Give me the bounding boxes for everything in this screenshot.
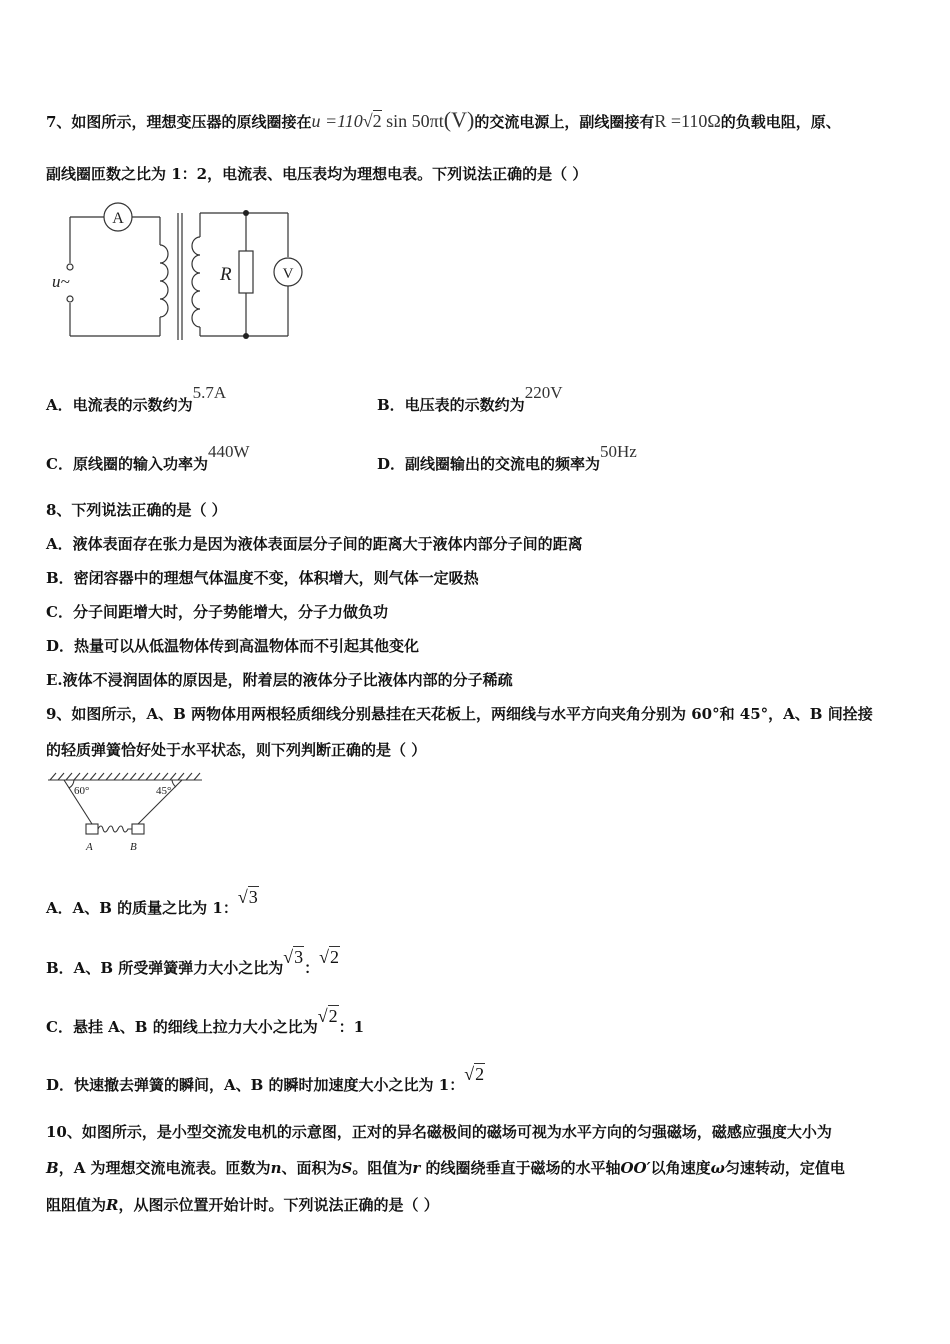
resistor-label: R bbox=[220, 264, 232, 285]
ammeter-label: A bbox=[112, 210, 124, 227]
q8-option-b[interactable]: B．密闭容器中的理想气体温度不变，体积增大，则气体一定吸热 bbox=[46, 569, 479, 587]
q9-option-c[interactable]: C．悬挂 A、B 的细线上拉力大小之比为√2：1 bbox=[46, 1006, 365, 1036]
q9-stem-line1: 9、如图所示，A、B 两物体用两根轻质细线分别悬挂在天花板上，两细线与水平方向夹角分别为 60°和 45°，A、B 间拴接 bbox=[46, 705, 873, 723]
q7-transformer-circuit bbox=[48, 195, 308, 345]
angle-60-label: 60° bbox=[74, 785, 90, 797]
q10-stem-line3: 阻阻值为R，从图示位置开始计时。下列说法正确的是（ ） bbox=[46, 1196, 439, 1214]
voltmeter-label: V bbox=[282, 266, 294, 282]
q7-formula-u: u =110√2 sin 50πt(V) bbox=[311, 107, 475, 132]
source-label: u~ bbox=[52, 272, 70, 291]
q7-option-b[interactable]: B．电压表的示数约为220V bbox=[377, 383, 563, 414]
q7-option-c[interactable]: C．原线圈的输入功率为440W bbox=[46, 442, 250, 473]
q9-option-b[interactable]: B．A、B 所受弹簧弹力大小之比为√3：√2 bbox=[46, 947, 340, 977]
q7-option-a[interactable]: A．电流表的示数约为5.7A bbox=[46, 383, 227, 414]
q9-hanging-blocks-figure bbox=[46, 770, 206, 855]
q8-stem: 8、下列说法正确的是（ ） bbox=[46, 501, 227, 519]
q7-stem-line1: 7、如图所示，理想变压器的原线圈接在u =110√2 sin 50πt(V)的交流电源上，副线圈接有R =110Ω的负载电阻，原、 bbox=[46, 107, 841, 132]
q9-stem-line2: 的轻质弹簧恰好处于水平状态，则下列判断正确的是（ ） bbox=[46, 741, 427, 759]
q7-stem-line2: 副线圈匝数之比为 1：2，电流表、电压表均为理想电表。下列说法正确的是（ ） bbox=[46, 165, 588, 183]
block-a-label: A bbox=[86, 841, 93, 853]
q9-option-a[interactable]: A．A、B 的质量之比为 1：√3 bbox=[46, 887, 258, 917]
q9-option-d[interactable]: D．快速撤去弹簧的瞬间，A、B 的瞬时加速度大小之比为 1：√2 bbox=[46, 1064, 485, 1094]
q8-option-a[interactable]: A．液体表面存在张力是因为液体表面层分子间的距离大于液体内部分子间的距离 bbox=[46, 535, 583, 553]
q8-option-c[interactable]: C．分子间距增大时，分子势能增大，分子力做负功 bbox=[46, 603, 388, 621]
q10-stem-line2: B，A 为理想交流电流表。匝数为n、面积为S。阻值为r 的线圈绕垂直于磁场的水平轴OO′以角速度ω匀速转动，定值电 bbox=[46, 1159, 845, 1177]
q7-option-d[interactable]: D．副线圈输出的交流电的频率为50Hz bbox=[377, 442, 637, 473]
q10-stem-line1: 10、如图所示，是小型交流发电机的示意图，正对的异名磁极间的磁场可视为水平方向的匀强磁场，磁感应强度大小为 bbox=[46, 1123, 832, 1141]
q8-option-e[interactable]: E.液体不浸润固体的原因是，附着层的液体分子比液体内部的分子稀疏 bbox=[46, 671, 513, 689]
q8-option-d[interactable]: D．热量可以从低温物体传到高温物体而不引起其他变化 bbox=[46, 637, 420, 655]
block-b-label: B bbox=[130, 841, 137, 853]
q7-formula-r: R =110Ω bbox=[654, 111, 721, 131]
angle-45-label: 45° bbox=[156, 785, 172, 797]
